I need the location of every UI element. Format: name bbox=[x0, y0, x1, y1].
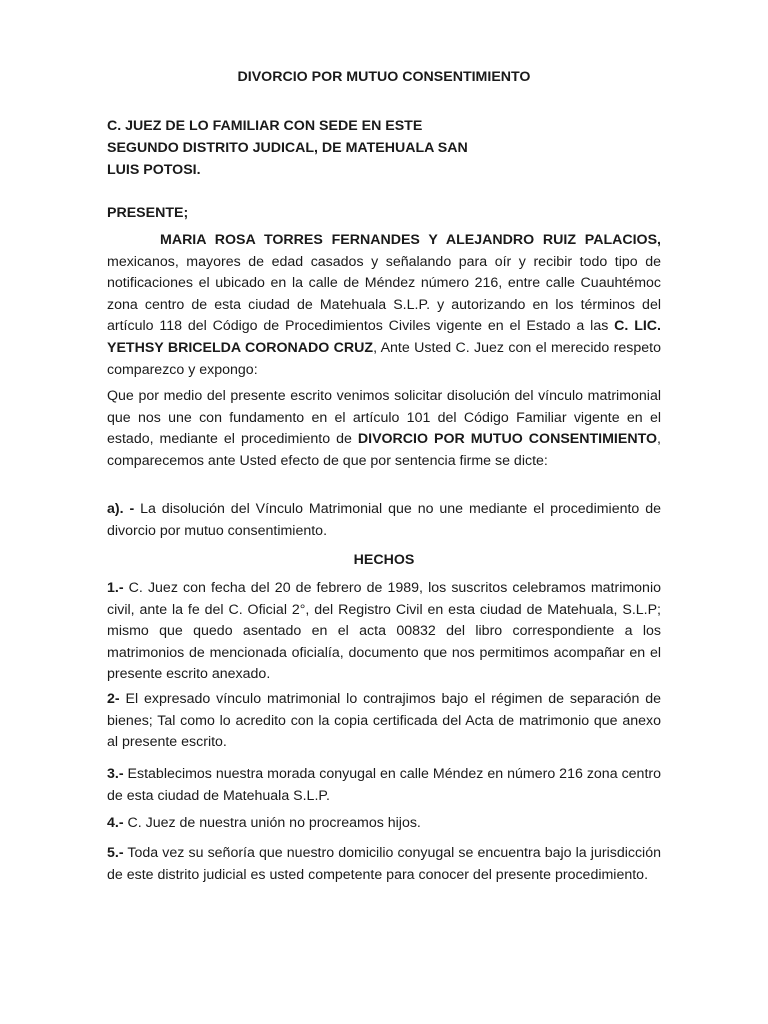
presente-heading: PRESENTE; bbox=[107, 205, 189, 221]
text-segment: C. Juez con fecha del 20 de febrero de 1989, los suscritos celebramos matrimonio civil, ante la fe del C. Oficial 2°, del Registro Civil en esta ciudad de Matehuala, S.L.P; mismo que quedo asentado en el acta 00832 del libro correspondiente a los matrimonios de mencionada oficialía, documento que nos permitimos acompañar en el presente escrito anexado. bbox=[107, 580, 661, 683]
bold-text-segment: C. LIC. YETHSY BRICELDA CORONADO CRUZ bbox=[107, 318, 661, 356]
bold-text-segment: 2- bbox=[107, 691, 120, 707]
paragraph-hechos-4 bbox=[107, 813, 661, 835]
addressee-line: C. JUEZ DE LO FAMILIAR CON SEDE EN ESTE bbox=[107, 118, 423, 134]
paragraph-hechos-1 bbox=[107, 578, 661, 686]
text-segment: , Ante Usted C. Juez con el merecido respeto comparezco y expongo: bbox=[107, 339, 661, 378]
paragraph-hechos-2 bbox=[107, 689, 661, 754]
paragraph-intro bbox=[107, 230, 661, 381]
title-text: DIVORCIO POR MUTUO CONSENTIMIENTO bbox=[237, 69, 531, 85]
bold-text-segment: 3.- bbox=[107, 766, 124, 782]
text-segment: C. Juez de nuestra unión no procreamos hijos. bbox=[123, 815, 421, 831]
text-segment: La disolución del Vínculo Matrimonial que no une mediante el procedimiento de divorcio por mutuo consentimiento. bbox=[107, 501, 661, 539]
text-segment: , comparecemos ante Usted efecto de que por sentencia firme se dicte: bbox=[107, 431, 661, 469]
addressee bbox=[107, 115, 661, 181]
text-segment: Que por medio del presente escrito venimos solicitar disolución del vínculo matrimonial que nos une con fundamento en el artículo 101 del Código Familiar vigente en el estado, mediante el procedimiento de bbox=[107, 388, 661, 448]
bold-text-segment: 4.- bbox=[107, 815, 124, 831]
hechos-heading: HECHOS bbox=[353, 552, 415, 568]
text-segment: Toda vez su señoría que nuestro domicilio conyugal se encuentra bajo la jurisdicción de este distrito judicial es usted competente para conocer del presente procedimiento. bbox=[107, 845, 661, 883]
document-title bbox=[107, 67, 661, 89]
bold-text-segment: 5.- bbox=[107, 845, 124, 861]
bold-text-segment: a). - bbox=[107, 501, 135, 517]
addressee-line: SEGUNDO DISTRITO JUDICAL, DE MATEHUALA SAN bbox=[107, 140, 468, 156]
bold-text-segment: 1.- bbox=[107, 580, 124, 596]
text-segment: Establecimos nuestra morada conyugal en calle Méndez en número 216 zona centro de esta ciudad de Matehuala S.L.P. bbox=[107, 766, 661, 804]
bold-text-segment: DIVORCIO POR MUTUO CONSENTIMIENTO bbox=[357, 431, 658, 448]
text-segment: mexicanos, mayores de edad casados y señalando para oír y recibir todo tipo de notificaciones el ubicado en la calle de Méndez número 216, entre calle Cuauhtémoc zona centro de esta ciudad de Matehuala S.L.P. y autorizando en los términos del artículo 118 del Código de Procedimientos Civiles vigente en el Estado a las bbox=[107, 253, 661, 335]
paragraph-hechos-5 bbox=[107, 843, 661, 886]
paragraph-request bbox=[107, 386, 661, 472]
paragraph-item-a bbox=[107, 499, 661, 542]
text-segment: El expresado vínculo matrimonial lo contrajimos bajo el régimen de separación de bienes; Tal como lo acredito con la copia certificada del Acta de matrimonio que anexo al presente escrito. bbox=[107, 691, 661, 751]
addressee-line: LUIS POTOSI. bbox=[107, 162, 201, 178]
bold-text-segment: MARIA ROSA TORRES FERNANDES Y ALEJANDRO RUIZ PALACIOS, bbox=[160, 232, 661, 248]
paragraph-hechos-3 bbox=[107, 764, 661, 807]
